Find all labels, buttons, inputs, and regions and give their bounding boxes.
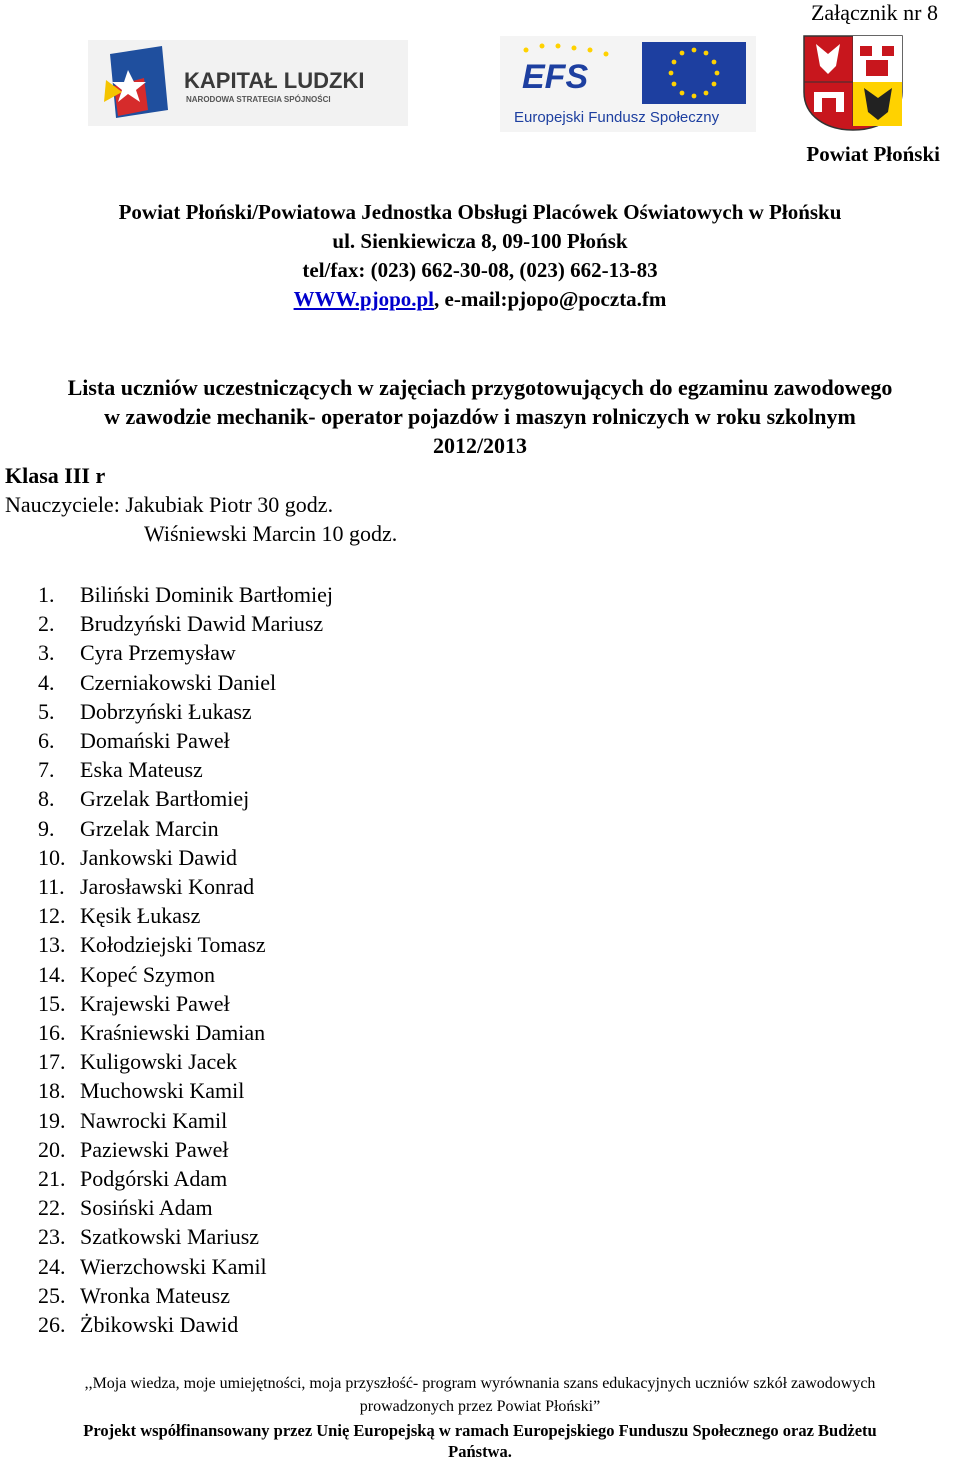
list-item-name: Biliński Dominik Bartłomiej: [80, 582, 333, 607]
list-item: [38, 609, 333, 638]
list-item: [38, 814, 333, 843]
footer-funding-line-2: Państwa.: [448, 1442, 512, 1461]
list-item: [38, 1047, 333, 1076]
list-item-number: 10.: [38, 844, 66, 870]
list-item-number: 22.: [38, 1195, 66, 1221]
list-item: [38, 1193, 333, 1222]
list-item-number: 8.: [38, 786, 55, 812]
list-item: [38, 989, 333, 1018]
list-item: [38, 755, 333, 784]
contact-line: [0, 287, 960, 312]
coat-of-arms-icon: [800, 34, 906, 132]
list-item-name: Muchowski Kamil: [80, 1078, 245, 1104]
list-item-number: 19.: [38, 1107, 66, 1133]
list-item-number: 11.: [38, 874, 65, 900]
list-item-name: Żbikowski Dawid: [80, 1312, 239, 1338]
list-item: [38, 930, 333, 959]
footer-program-line-1: ,,Moja wiedza, moje umiejętności, moja przyszłość- program wyrównania szans edukacyjnych uczniów szkół zawodowych: [84, 1375, 876, 1392]
list-item-number: 13.: [38, 932, 66, 958]
list-item-name: Brudzyński Dawid Mariusz: [80, 611, 324, 637]
list-item-number: 26.: [38, 1312, 66, 1338]
website-link[interactable]: WWW.pjopo.pl: [293, 287, 435, 311]
list-item-number: 15.: [38, 990, 66, 1016]
kapital-ludzki-logo: [88, 40, 408, 126]
organization-name: Powiat Płoński/Powiatowa Jednostka Obsługi Placówek Oświatowych w Płońsku: [118, 200, 842, 224]
footer-funding-line-1: Projekt współfinansowany przez Unię Europejską w ramach Europejskiego Funduszu Społecznego oraz Budżetu: [83, 1421, 877, 1440]
list-item: [38, 1106, 333, 1135]
footer-program-line-2: prowadzonych przez Powiat Płoński”: [359, 1398, 601, 1415]
list-item: [38, 1135, 333, 1164]
list-item: [38, 1076, 333, 1105]
list-item: [38, 1018, 333, 1047]
list-item: [38, 843, 333, 872]
list-item-name: Nawrocki Kamil: [80, 1107, 228, 1133]
list-item-name: Szatkowski Mariusz: [80, 1224, 260, 1250]
list-item-name: Wronka Mateusz: [80, 1282, 231, 1308]
class-label: Klasa III r: [5, 463, 106, 488]
list-item-name: Wierzchowski Kamil: [80, 1253, 267, 1279]
organization-phone: tel/fax: (023) 662-30-08, (023) 662-13-83: [302, 258, 658, 282]
list-item: [38, 668, 333, 697]
list-item-name: Kraśniewski Damian: [80, 1020, 266, 1046]
list-item-number: 18.: [38, 1078, 66, 1104]
list-item: [38, 1310, 333, 1339]
kapital-ludzki-tagline: NARODOWA STRATEGIA SPÓJNOŚCI: [186, 95, 331, 104]
list-item: [38, 1252, 333, 1281]
document-title-line-1: Lista uczniów uczestniczących w zajęciach przygotowujących do egzaminu zawodowego: [67, 375, 893, 400]
list-item: [38, 1164, 333, 1193]
list-item-number: 16.: [38, 1020, 66, 1046]
list-item-number: 12.: [38, 903, 66, 929]
document-title-line-2: w zawodzie mechanik- operator pojazdów i maszyn rolniczych w roku szkolnym: [104, 404, 856, 429]
list-item-number: 1.: [38, 582, 55, 607]
list-item-number: 20.: [38, 1136, 66, 1162]
list-item-number: 17.: [38, 1049, 66, 1075]
list-item-name: Kuligowski Jacek: [80, 1049, 238, 1075]
email-text: , e-mail:pjopo@poczta.fm: [434, 287, 667, 311]
list-item-name: Cyra Przemysław: [80, 640, 236, 666]
list-item: [38, 580, 333, 609]
list-item-number: 9.: [38, 815, 55, 841]
efs-logo: [500, 36, 756, 132]
efs-acronym: EFS: [522, 58, 589, 96]
list-item: [38, 638, 333, 667]
list-item-name: Dobrzyński Łukasz: [80, 698, 252, 724]
student-list: [38, 580, 333, 1339]
list-item-number: 24.: [38, 1253, 66, 1279]
list-item-name: Grzelak Bartłomiej: [80, 786, 250, 812]
list-item: [38, 1222, 333, 1251]
list-item-name: Kopeć Szymon: [80, 961, 216, 987]
list-item-name: Czerniakowski Daniel: [80, 669, 277, 695]
list-item-number: 4.: [38, 669, 55, 695]
organization-address: ul. Sienkiewicza 8, 09-100 Płońsk: [332, 229, 628, 253]
list-item-name: Eska Mateusz: [80, 757, 203, 783]
county-label: Powiat Płoński: [806, 142, 940, 166]
list-item-number: 6.: [38, 728, 55, 754]
list-item-number: 23.: [38, 1224, 66, 1250]
list-item: [38, 960, 333, 989]
annex-label: Załącznik nr 8: [810, 0, 938, 25]
list-item-name: Grzelak Marcin: [80, 815, 219, 841]
list-item-name: Jankowski Dawid: [80, 844, 238, 870]
efs-name: Europejski Fundusz Społeczny: [514, 109, 720, 126]
list-item-number: 5.: [38, 698, 55, 724]
list-item-number: 7.: [38, 757, 55, 783]
list-item: [38, 901, 333, 930]
kapital-ludzki-name: KAPITAŁ LUDZKI: [184, 68, 365, 93]
list-item-name: Sosiński Adam: [80, 1195, 213, 1221]
list-item-name: Podgórski Adam: [80, 1166, 228, 1192]
list-item: [38, 1281, 333, 1310]
list-item-name: Krajewski Paweł: [80, 990, 230, 1016]
list-item-name: Kołodziejski Tomasz: [80, 932, 266, 958]
list-item-name: Paziewski Paweł: [80, 1136, 229, 1162]
list-item: [38, 872, 333, 901]
list-item-number: 14.: [38, 961, 66, 987]
teachers-line-2: Wiśniewski Marcin 10 godz.: [144, 521, 398, 546]
list-item-name: Domański Paweł: [80, 728, 230, 754]
list-item-name: Jarosławski Konrad: [80, 874, 255, 900]
document-title-line-3: 2012/2013: [432, 433, 528, 458]
list-item: [38, 726, 333, 755]
list-item-name: Kęsik Łukasz: [80, 903, 201, 929]
list-item-number: 3.: [38, 640, 55, 666]
list-item: [38, 784, 333, 813]
list-item-number: 25.: [38, 1282, 66, 1308]
list-item-number: 2.: [38, 611, 55, 637]
list-item: [38, 697, 333, 726]
teachers-line-1: Nauczyciele: Jakubiak Piotr 30 godz.: [5, 492, 334, 517]
list-item-number: 21.: [38, 1166, 66, 1192]
